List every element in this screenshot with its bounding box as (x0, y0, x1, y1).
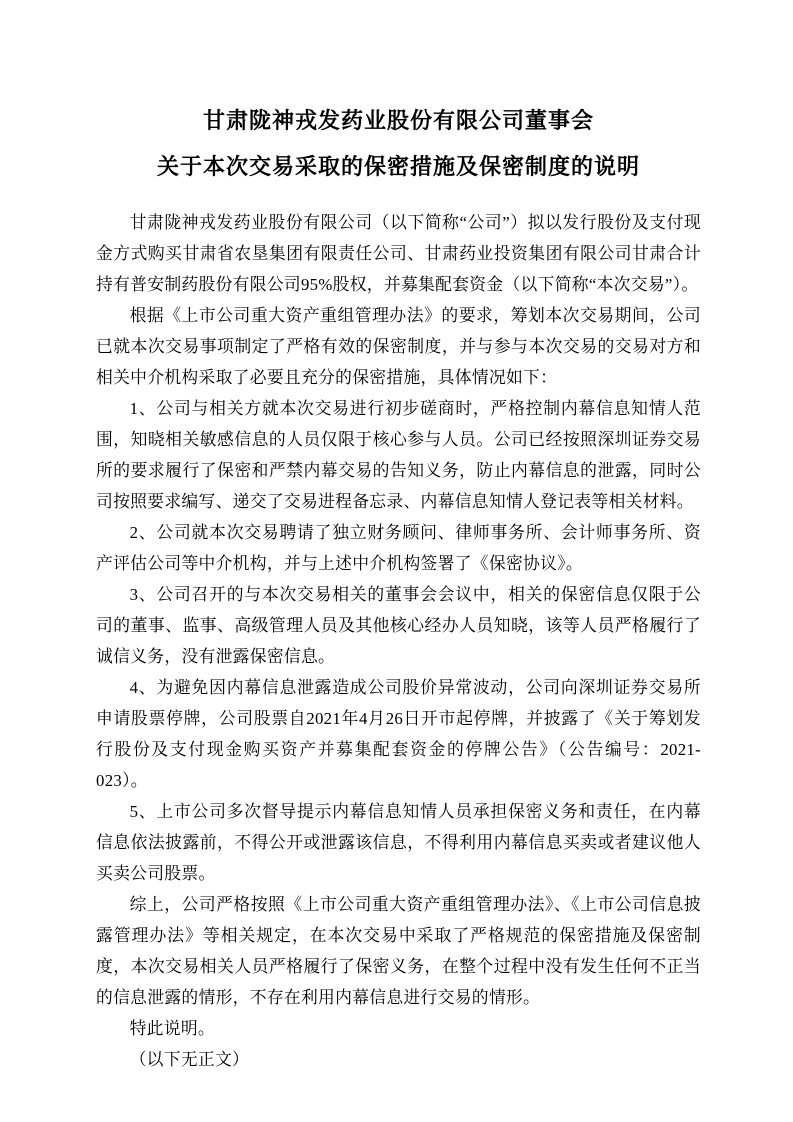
paragraph-intro: 甘肃陇神戎发药业股份有限公司（以下简称“公司”）拟以发行股份及支付现金方式购买甘肃省农垦集团有限责任公司、甘肃药业投资集团有限公司甘肃合计持有普安制药股份有限公司95%股权，并募集配套资金（以下简称“本次交易”）。 (96, 213, 701, 294)
paragraph-closing: 特此说明。 (129, 1019, 216, 1038)
paragraph-item-4: 4、为避免因内幕信息泄露造成公司股价异常波动，公司向深圳证券交易所申请股票停牌，公司股票自2021年4月26日开市起停牌，并披露了《关于筹划发行股份及支付现金购买资产并募集配套资金的停牌公告》（公告编号：2021-023）。 (96, 678, 701, 790)
paragraph-no-more-text: （以下无正文） (129, 1050, 250, 1069)
document-body (96, 207, 701, 1075)
document-title-line-2: 关于本次交易采取的保密措施及保密制度的说明 (156, 154, 640, 179)
paragraph-item-1: 1、公司与相关方就本次交易进行初步磋商时，严格控制内幕信息知情人范围，知晓相关敏感信息的人员仅限于核心参与人员。公司已经按照深圳证券交易所的要求履行了保密和严禁内幕交易的告知义务，防止内幕信息的泄露，同时公司按照要求编写、递交了交易进程备忘录、内幕信息知情人登记表等相关材料。 (96, 399, 701, 511)
paragraph-basis: 根据《上市公司重大资产重组管理办法》的要求，筹划本次交易期间，公司已就本次交易事项制定了严格有效的保密制度，并与参与本次交易的交易对方和相关中介机构采取了必要且充分的保密措施，具体情况如下： (96, 306, 701, 387)
paragraph-item-3: 3、公司召开的与本次交易相关的董事会会议中，相关的保密信息仅限于公司的董事、监事、高级管理人员及其他核心经办人员知晓，该等人员严格履行了诚信义务，没有泄露保密信息。 (96, 585, 701, 666)
paragraph-summary: 综上，公司严格按照《上市公司重大资产重组管理办法》、《上市公司信息披露管理办法》等相关规定，在本次交易中采取了严格规范的保密措施及保密制度，本次交易相关人员严格履行了保密义务，在整个过程中没有发生任何不正当的信息泄露的情形，不存在利用内幕信息进行交易的情形。 (96, 895, 701, 1007)
document-title-line-1: 甘肃陇神戎发药业股份有限公司董事会 (202, 108, 594, 133)
paragraph-item-5: 5、上市公司多次督导提示内幕信息知情人员承担保密义务和责任，在内幕信息依法披露前，不得公开或泄露该信息，不得利用内幕信息买卖或者建议他人买卖公司股票。 (96, 802, 701, 883)
document-title (96, 98, 701, 190)
paragraph-item-2: 2、公司就本次交易聘请了独立财务顾问、律师事务所、会计师事务所、资产评估公司等中介机构，并与上述中介机构签署了《保密协议》。 (96, 523, 701, 573)
